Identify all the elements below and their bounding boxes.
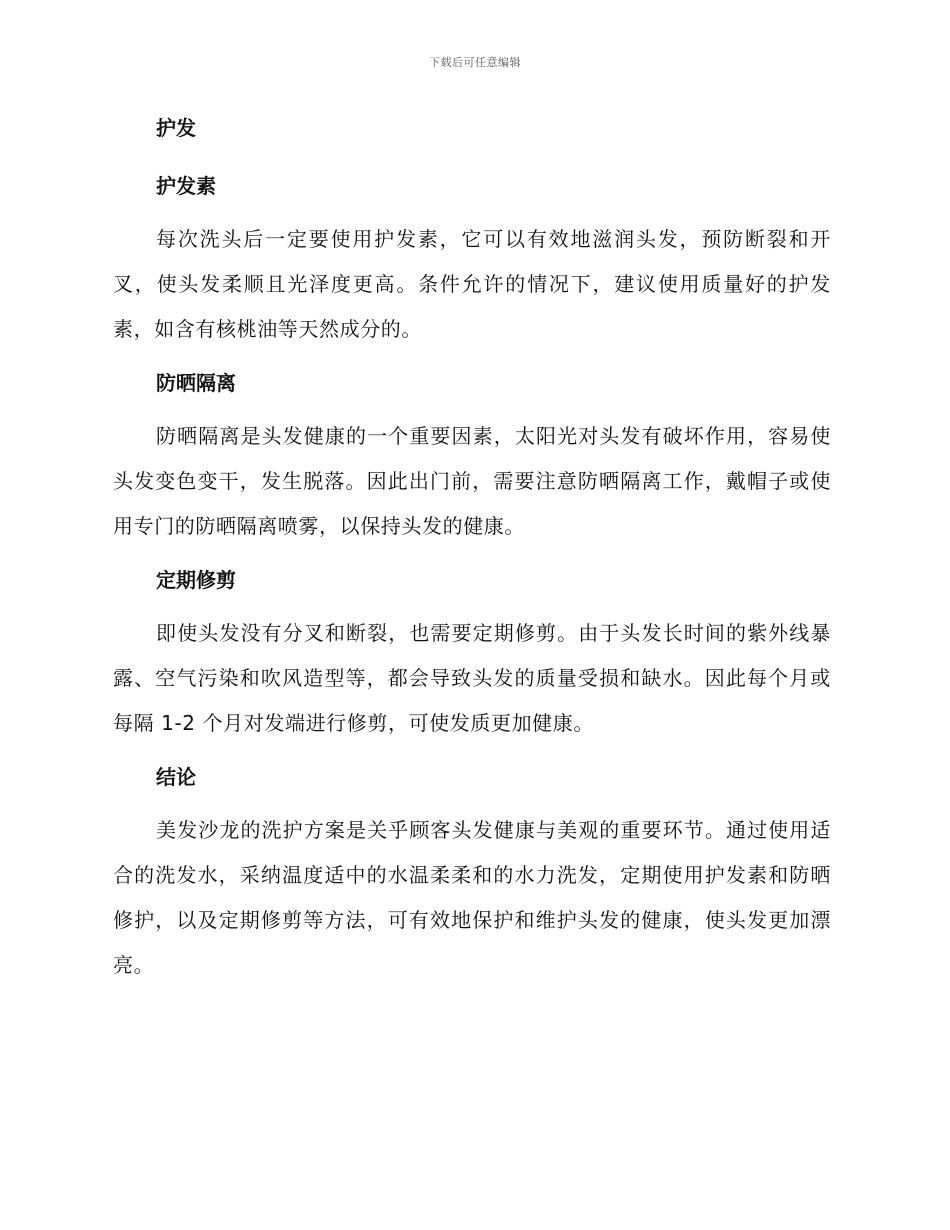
- section-heading-conclusion: 结论: [156, 765, 196, 789]
- section-heading-trimming: 定期修剪: [156, 568, 236, 592]
- section-paragraph-conditioner: 每次洗头后一定要使用护发素，它可以有效地滋润头发，预防断裂和开叉，使头发柔顺且光泽度更高。条件允许的情况下，建议使用质量好的护发素，如含有核桃油等天然成分的。: [113, 227, 831, 341]
- section-paragraph-conclusion: 美发沙龙的洗护方案是关乎顾客头发健康与美观的重要环节。通过使用适合的洗发水，采纳温度适中的水温柔柔和的水力洗发，定期使用护发素和防晒修护，以及定期修剪等方法，可有效地保护和维护头发的健康，使头发更加漂亮。: [113, 818, 831, 977]
- section-heading-conditioner: 护发素: [156, 174, 216, 198]
- section-paragraph-trimming: 即使头发没有分叉和断裂，也需要定期修剪。由于头发长时间的紫外线暴露、空气污染和吹风造型等，都会导致头发的质量受损和缺水。因此每个月或每隔 1-2 个月对发端进行修剪，可使发质更加健康。: [113, 621, 831, 735]
- main-heading: 护发: [156, 116, 196, 140]
- header-note: 下载后可任意编辑: [429, 56, 521, 69]
- section-heading-sun-protection: 防晒隔离: [156, 371, 236, 395]
- section-paragraph-sun-protection: 防晒隔离是头发健康的一个重要因素，太阳光对头发有破坏作用，容易使头发变色变干，发生脱落。因此出门前，需要注意防晒隔离工作，戴帽子或使用专门的防晒隔离喷雾，以保持头发的健康。: [113, 424, 831, 538]
- document-body: [113, 108, 831, 988]
